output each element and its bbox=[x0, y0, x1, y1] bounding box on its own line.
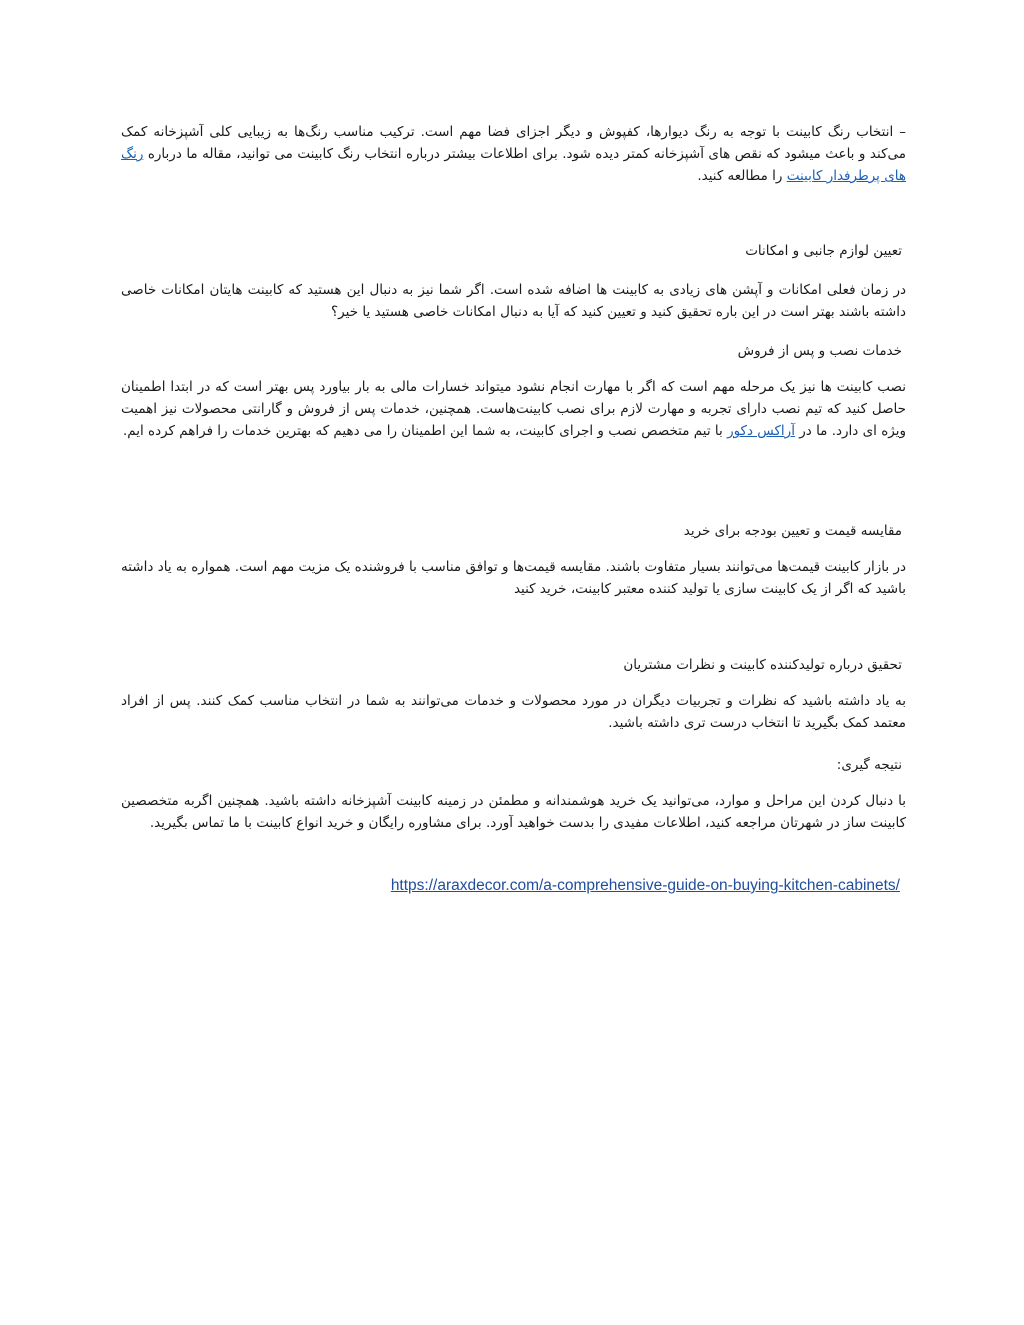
research-heading: تحقیق درباره تولیدکننده کابینت و نظرات مشتریان bbox=[623, 657, 902, 673]
intro-text-end: را مطالعه کنید. bbox=[697, 168, 783, 184]
installation-body-end: با تیم متخصص نصب و اجرای کابینت، به شما این اطمینان را می دهیم که بهترین خدمات را فراهم کرده ایم. bbox=[122, 423, 723, 439]
research-paragraph bbox=[121, 690, 906, 734]
budget-heading: مقایسه قیمت و تعیین بودجه برای خرید bbox=[683, 523, 902, 539]
installation-heading: خدمات نصب و پس از فروش bbox=[737, 343, 902, 359]
accessories-body: در زمان فعلی امکانات و آپشن های زیادی به کابینت ها اضافه شده است. اگر شما نیز به دنبال این هستید که کابینت هایتان امکانات خاصی داشته باشند بهتر است در این باره تحقیق کنید و تعیین کنید که آیا به دنبال امکانات خاصی هستید یا خیر؟ bbox=[121, 282, 906, 320]
research-body: به یاد داشته باشید که نظرات و تجربیات دیگران در مورد محصولات و خدمات می‌توانند به شما در انتخاب مناسب کمک کنند. پس از افراد معتمد کمک بگیرید تا انتخاب درست تری داشته باشید. bbox=[121, 693, 906, 731]
source-url-link[interactable]: https://araxdecor.com/a-comprehensive-guide-on-buying-kitchen-cabinets/ bbox=[390, 877, 900, 894]
intro-dash: – bbox=[899, 124, 906, 140]
accessories-paragraph bbox=[121, 279, 906, 323]
intro-text: انتخاب رنگ کابینت با توجه به رنگ دیوارها، کفپوش و دیگر اجزای فضا مهم است. ترکیب مناسب رنگ‌ها به زیبایی کلی آشپزخانه کمک می‌کند و باعث میشود که نقص های آشپزخانه کمتر دیده شود. برای اطلاعات بیشتر درباره انتخاب رنگ کابینت می توانید، مقاله ما درباره bbox=[121, 124, 906, 162]
intro-paragraph bbox=[121, 121, 906, 187]
installation-body: نصب کابینت ها نیز یک مرحله مهم است که اگر با مهارت انجام نشود میتواند خسارات مالی به بار بیاورد پس بهتر است که در ابتدا اطمینان حاصل کنید که تیم نصب دارای تجربه و مهارت لازم برای نصب کابینت‌هاست. همچنین، خدمات پس از فروش و گارانتی محصولات نیز اهمیت ویژه ای دارد. ما در bbox=[121, 379, 906, 439]
budget-body: در بازار کابینت قیمت‌ها می‌توانند بسیار متفاوت باشند. مقایسه قیمت‌ها و توافق مناسب با فروشنده یک مزیت مهم است. همواره به یاد داشته باشید که اگر از یک کابینت سازی یا تولید کننده معتبر کابینت، خرید کنید bbox=[121, 559, 906, 597]
conclusion-paragraph bbox=[121, 790, 906, 834]
accessories-heading: تعیین لوازم جانبی و امکانات bbox=[745, 243, 902, 259]
installation-paragraph bbox=[121, 376, 906, 442]
araxdecor-link[interactable]: آراکس دکور bbox=[727, 423, 795, 439]
conclusion-body: با دنبال کردن این مراحل و موارد، می‌توانید یک خرید هوشمندانه و مطمئن در زمینه کابینت آشپزخانه داشته باشید. همچنین اگربه متخصصین کابینت ساز در شهرتان مراجعه کنید، اطلاعات مفیدی را بدست خواهید آورد. برای مشاوره رایگان و خرید انواع کابینت با ما تماس بگیرید. bbox=[121, 793, 906, 831]
conclusion-heading: نتیجه گیری: bbox=[836, 757, 902, 773]
budget-paragraph bbox=[121, 556, 906, 600]
popular-cabinet-colors-link[interactable]: رنگ های پرطرفدار کابینت bbox=[121, 146, 906, 184]
